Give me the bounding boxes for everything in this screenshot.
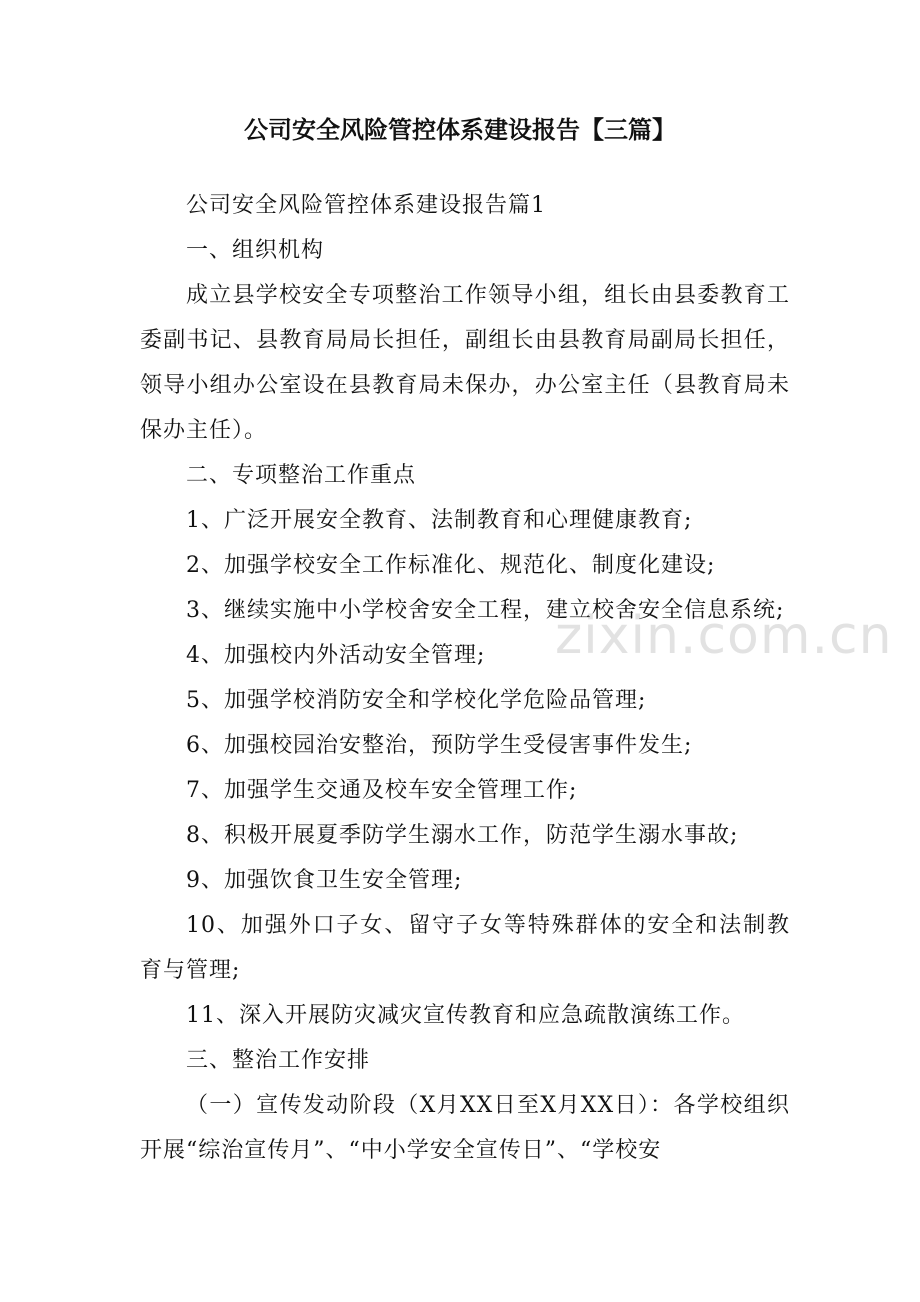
list-item: 7、加强学生交通及校车安全管理工作;	[186, 778, 578, 803]
list-item: 6、加强校园治安整治，预防学生受侵害事件发生;	[186, 733, 693, 758]
list-item: 3、继续实施中小学校舍安全工程，建立校舍安全信息系统;	[186, 598, 785, 623]
section-heading: 三、整治工作安排	[186, 1048, 371, 1073]
section-heading: 一、组织机构	[186, 238, 325, 263]
section-heading: 公司安全风险管控体系建设报告篇1	[186, 193, 546, 218]
list-item: 8、积极开展夏季防学生溺水工作，防范学生溺水事故;	[186, 823, 739, 848]
paragraph: （一）宣传发动阶段（X月XX日至X月XX日）：各学校组织开展“综治宣传月”、“中小学安全宣传日”、“学校安	[140, 1093, 790, 1163]
list-item: 11、深入开展防灾减灾宣传教育和应急疏散演练工作。	[186, 1003, 745, 1028]
list-item: 2、加强学校安全工作标准化、规范化、制度化建设;	[186, 553, 716, 578]
section-heading: 二、专项整治工作重点	[186, 463, 417, 488]
list-item: 1、广泛开展安全教育、法制教育和心理健康教育;	[186, 508, 693, 533]
list-item: 9、加强饮食卫生安全管理;	[186, 868, 463, 893]
list-item: 5、加强学校消防安全和学校化学危险品管理;	[186, 688, 647, 713]
list-item: 4、加强校内外活动安全管理;	[186, 643, 486, 668]
document-title: 公司安全风险管控体系建设报告【三篇】	[244, 116, 676, 144]
watermark: zixin.com.cn	[555, 606, 893, 666]
list-item: 10、加强外口子女、留守子女等特殊群体的安全和法制教育与管理;	[140, 913, 790, 983]
document-body	[140, 183, 790, 1173]
paragraph: 成立县学校安全专项整治工作领导小组，组长由县委教育工委副书记、县教育局局长担任，副组长由县教育局副局长担任，领导小组办公室设在县教育局未保办，办公室主任（县教育局未保办主任）。	[140, 283, 790, 443]
